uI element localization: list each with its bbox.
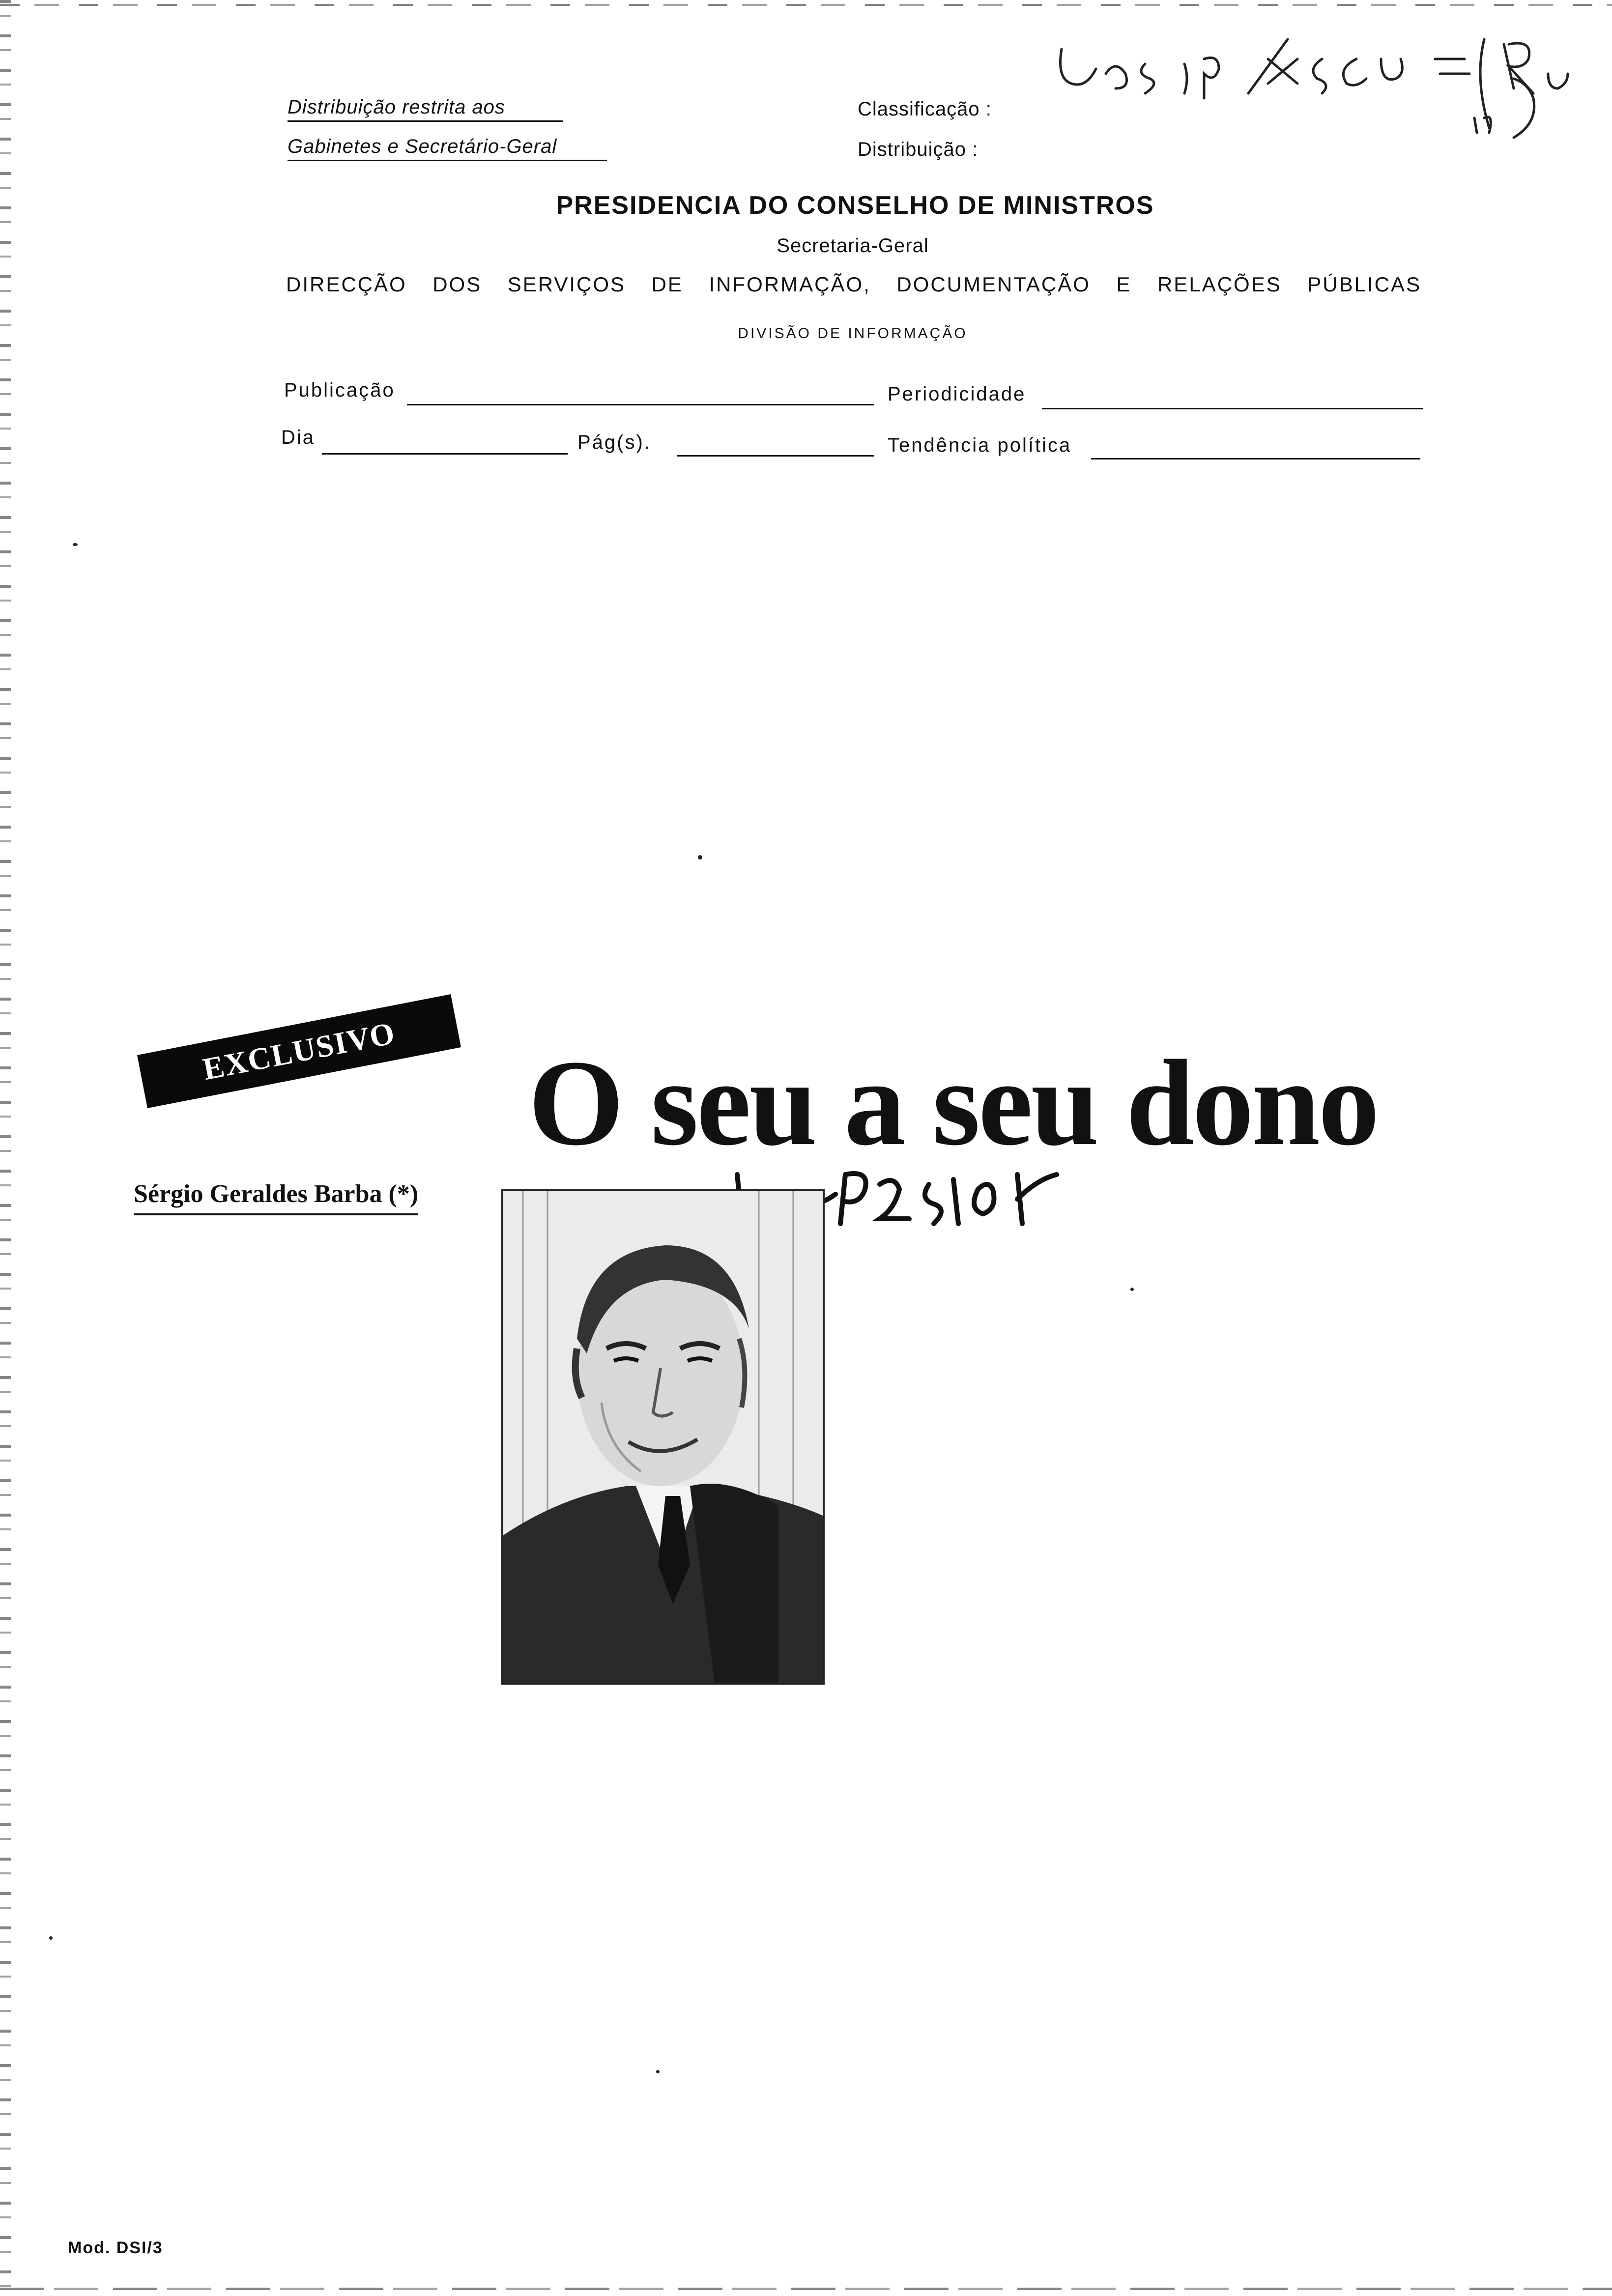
publicacao-label: Publicação — [284, 379, 395, 401]
periodicidade-field-line — [1042, 408, 1423, 409]
scan-speck — [656, 2070, 660, 2073]
scan-edge-artifact — [0, 0, 11, 2296]
periodicidade-label: Periodicidade — [888, 383, 1026, 405]
scan-speck — [73, 543, 78, 546]
restricted-distribution-line-2: Gabinetes e Secretário-Geral — [288, 136, 607, 161]
direccao-heading: DIRECÇÃO DOS SERVIÇOS DE INFORMAÇÃO, DOCUMENTAÇÃO E RELAÇÕES PÚBLICAS — [286, 273, 1421, 296]
form-model-number: Mod. DSI/3 — [68, 2239, 163, 2257]
tendencia-field-line — [1091, 458, 1420, 459]
restricted-distribution-line-1: Distribuição restrita aos — [288, 96, 563, 122]
presidencia-heading: PRESIDENCIA DO CONSELHO DE MINISTROS — [556, 191, 1154, 220]
classificacao-label: Classificação : — [858, 98, 992, 120]
author-portrait-image — [503, 1191, 823, 1683]
dia-field-line — [322, 453, 568, 455]
pags-label: Pág(s). — [577, 431, 651, 453]
publicacao-field-line — [407, 404, 874, 405]
secretaria-heading: Secretaria-Geral — [777, 235, 929, 257]
exclusivo-tag: EXCLUSIVO — [137, 994, 461, 1108]
scan-top-artifact — [0, 4, 1612, 6]
scan-bottom-artifact — [0, 2288, 1612, 2290]
article-headline: O seu a seu dono — [528, 1035, 1378, 1171]
tendencia-politica-label: Tendência política — [888, 434, 1072, 456]
dia-label: Dia — [281, 427, 316, 448]
scan-speck — [49, 1936, 53, 1940]
article-byline: Sérgio Geraldes Barba (*) — [134, 1179, 418, 1215]
pags-field-line — [677, 455, 874, 457]
author-photo — [501, 1189, 825, 1685]
scan-speck — [698, 855, 702, 860]
handwritten-annotation — [1042, 20, 1602, 167]
distribuicao-label: Distribuição : — [858, 139, 979, 160]
divisao-heading: DIVISÃO DE INFORMAÇÃO — [738, 325, 968, 342]
scan-speck — [1130, 1288, 1134, 1291]
